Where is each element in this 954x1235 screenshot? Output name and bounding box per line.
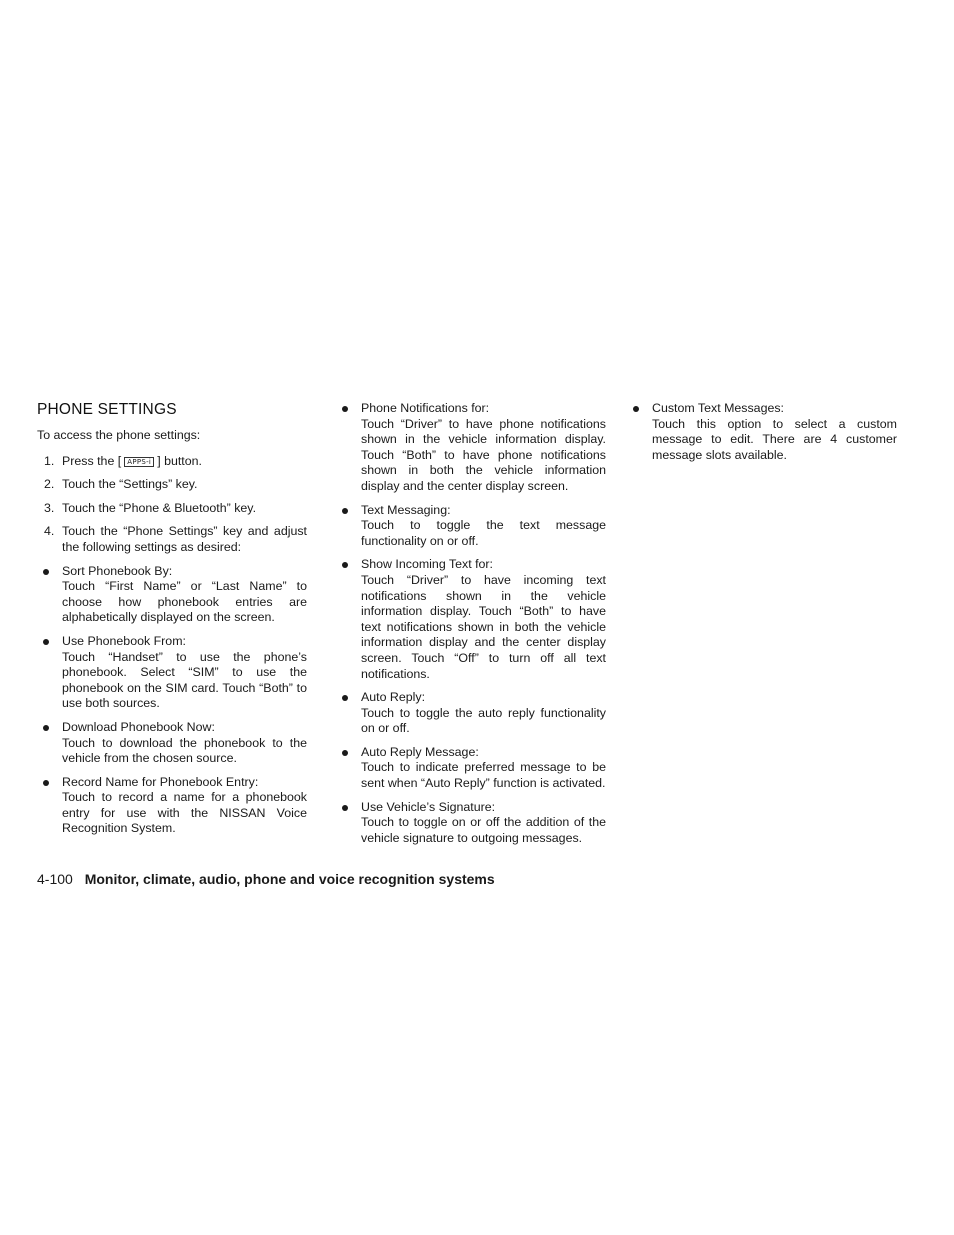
bullet-heading: Phone Notifications for: [361, 401, 490, 415]
bullet-icon [342, 562, 348, 568]
bullet-item [336, 401, 606, 495]
bullet-item [336, 745, 606, 792]
step-item [37, 524, 307, 555]
bullet-body: Touch to download the phonebook to the vehicle from the chosen source. [62, 735, 307, 766]
bullet-body: Touch to indicate preferred message to be sent when “Auto Reply” function is activated. [361, 760, 606, 791]
bullet-heading: Show Incoming Text for: [361, 557, 494, 572]
bullet-body: Touch to toggle the text message functionality on or off. [361, 518, 606, 548]
bullet-body: Touch this option to select a custom message to edit. There are 4 customer message slots available. [652, 416, 897, 462]
bullet-item [336, 690, 606, 737]
bullet-body: Touch to toggle on or off the addition of the vehicle signature to outgoing messages. [361, 815, 606, 845]
bullet-item [627, 401, 897, 463]
column-right [627, 401, 897, 471]
bullet-item [37, 564, 307, 626]
step-text-pre: Press the [ [62, 453, 122, 468]
bullet-icon [342, 750, 348, 756]
bullet-body: Touch to record a name for a phonebook entry for use with the NISSAN Voice Recognition System. [62, 790, 307, 836]
section-name: Monitor, climate, audio, phone and voice recognition systems [84, 871, 495, 887]
step-item [37, 501, 307, 517]
step-number: 4. [44, 524, 55, 539]
column-middle [336, 401, 606, 854]
bullet-body: Touch “Handset” to use the phone’s phonebook. Select “SIM” to use the phonebook on the SIM card. Touch “Both” to use both sources. [62, 649, 307, 711]
intro-text: To access the phone settings: [37, 428, 201, 442]
bullet-heading: Auto Reply Message: [361, 744, 479, 759]
bullet-icon [43, 639, 49, 645]
step-text-post: ] button. [157, 453, 202, 468]
bullet-icon [342, 508, 348, 514]
page-number: 4-100 [37, 871, 73, 887]
bullet-icon [43, 725, 49, 731]
bullet-heading: Text Messaging: [361, 502, 451, 517]
step-number: 2. [44, 477, 55, 492]
step-number: 3. [44, 500, 55, 515]
bullet-heading: Download Phonebook Now: [62, 719, 215, 734]
step-item [37, 477, 307, 493]
bullet-item [37, 775, 307, 837]
bullet-body: Touch “Driver” to have phone notifications shown in the vehicle information display. Touch “Both” to have phone notifications shown in both the vehicle information display and the center display screen. [361, 416, 606, 493]
bullet-item [336, 800, 606, 847]
bullet-icon [342, 406, 348, 412]
bullet-heading: Sort Phonebook By: [62, 563, 173, 578]
bullet-body: Touch to toggle the auto reply functionality on or off. [361, 705, 606, 736]
bullet-item [336, 503, 606, 550]
bullet-heading: Use Phonebook From: [62, 633, 186, 648]
step-text: Touch the “Phone Settings” key and adjust the following settings as desired: [62, 524, 307, 554]
bullet-icon [43, 780, 49, 786]
step-text: Touch the “Phone & Bluetooth” key. [62, 500, 257, 515]
bullet-item [336, 557, 606, 682]
step-text: Touch the “Settings” key. [62, 477, 198, 492]
bullet-icon [633, 406, 639, 412]
section-title: PHONE SETTINGS [37, 401, 177, 418]
bullet-body: Touch “First Name” or “Last Name” to choose how phonebook entries are alphabetically displayed on the screen. [62, 579, 307, 625]
bullet-body: Touch “Driver” to have incoming text notifications shown in the vehicle information display. Touch “Both” to have text notifications shown in both the vehicle information display and the center display screen. Touch “Off” to turn off all text notifications. [361, 572, 606, 681]
step-item [37, 454, 307, 470]
bullet-icon [43, 569, 49, 575]
bullet-item [37, 720, 307, 767]
bullet-icon [342, 695, 348, 701]
bullet-heading: Use Vehicle’s Signature: [361, 799, 496, 814]
bullet-item [37, 634, 307, 712]
bullet-heading: Record Name for Phonebook Entry: [62, 774, 259, 789]
step-number: 1. [44, 453, 55, 468]
page-footer [37, 870, 495, 888]
bullet-heading: Custom Text Messages: [652, 401, 784, 415]
column-left [37, 401, 307, 845]
apps-button-icon: APPS-i [124, 457, 154, 467]
bullet-icon [342, 805, 348, 811]
bullet-heading: Auto Reply: [361, 690, 426, 705]
